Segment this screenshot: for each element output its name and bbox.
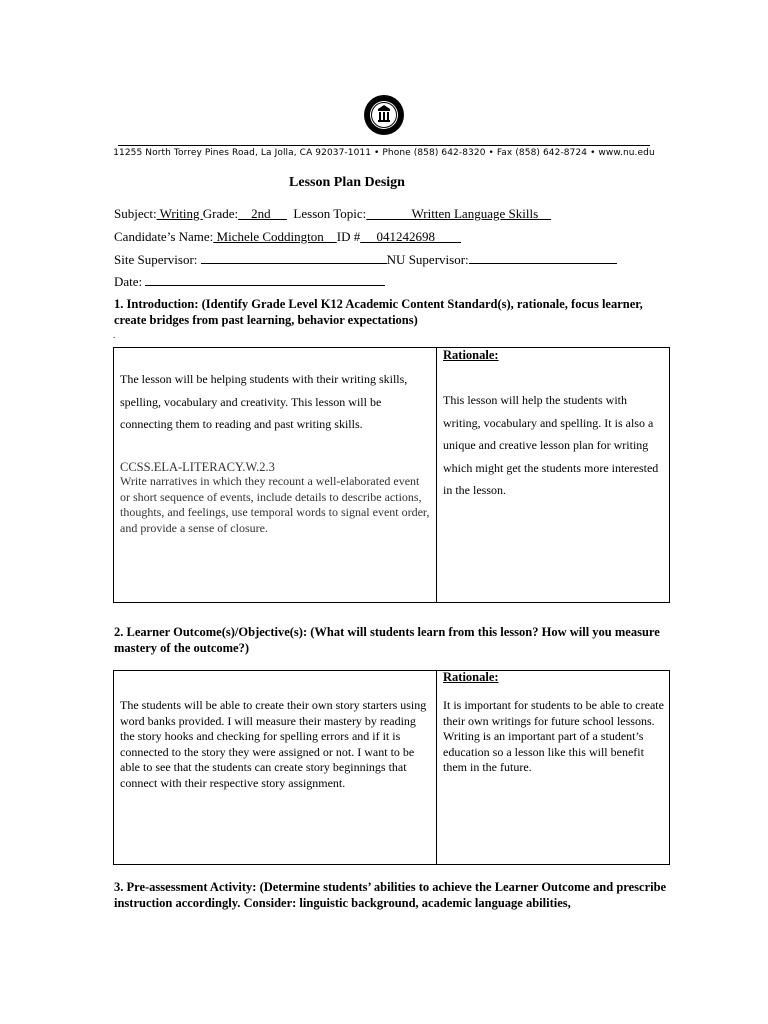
candidate-line [114, 229, 461, 245]
header-rule [118, 145, 650, 146]
candidate-label: Candidate’s Name: [114, 229, 214, 244]
site-supervisor-label: Site Supervisor: [114, 252, 198, 267]
standard-text[interactable]: Write narratives in which they recount a well-elaborated event or short sequence of events, include details to describe actions, thoughts, and feelings, use temporal words to signal event order, and provide a sense of closure. [120, 474, 430, 535]
date-label: Date: [114, 274, 143, 289]
section1-rationale-label: Rationale: [443, 348, 499, 362]
date-field[interactable] [145, 274, 385, 286]
supervisor-line [114, 252, 617, 268]
topic-value[interactable]: Written Language Skills [366, 206, 552, 221]
id-label: ID # [336, 229, 361, 244]
section1-mark: . [113, 330, 116, 340]
date-line [114, 274, 385, 290]
topic-label: Lesson Topic: [293, 206, 367, 221]
address-line: 11255 North Torrey Pines Road, La Jolla, CA 92037-1011 • Phone (858) 642-8320 • Fax (858) 642-8724 • www.nu.edu [113, 148, 655, 158]
section2-rationale-label: Rationale: [443, 670, 499, 684]
section2-divider [436, 670, 437, 865]
subject-value[interactable]: Writing [156, 206, 203, 221]
section1-left-text[interactable]: The lesson will be helping students with their writing skills, spelling, vocabulary and creativity. This lesson will be connecting them to reading and past writing skills. [120, 372, 408, 431]
university-seal-icon [363, 94, 405, 136]
page-title: Lesson Plan Design [289, 175, 405, 190]
subject-line [114, 206, 551, 222]
section1-divider [436, 347, 437, 603]
grade-value[interactable]: 2nd [238, 206, 287, 221]
site-supervisor-field[interactable] [201, 252, 387, 264]
nu-supervisor-field[interactable] [469, 252, 617, 264]
section1-heading: 1. Introduction: (Identify Grade Level K12 Academic Content Standard(s), rationale, focus learner, create bridges from past learning, behavior expectations) [114, 297, 643, 327]
section2-rationale-text[interactable]: It is important for students to be able to create their own writings for future school lessons. Writing is an important part of a student’s education so a lesson like this will benefit them in the future. [443, 698, 664, 774]
nu-supervisor-label: NU Supervisor: [386, 252, 469, 267]
candidate-value[interactable]: Michele Coddington [213, 229, 337, 244]
section1-rationale-text[interactable]: This lesson will help the students with writing, vocabulary and spelling. It is also a unique and creative lesson plan for writing which might get the students more interested in the lesson. [443, 393, 659, 497]
section2-heading: 2. Learner Outcome(s)/Objective(s): (What will students learn from this lesson? How will you measure mastery of the outcome?) [114, 625, 660, 655]
standard-code: CCSS.ELA-LITERACY.W.2.3 [120, 460, 275, 474]
section2-left-text[interactable]: The students will be able to create their own story starters using word banks provided. I will measure their mastery by reading the story hooks and checking for spelling errors and if it is connected to the story they were assigned or not. I want to be able to see that the students can create story beginnings that connect with their respective story assignment. [120, 698, 427, 790]
section3-heading: 3. Pre-assessment Activity: (Determine students’ abilities to achieve the Learner Outcome and prescribe instruction accordingly. Consider: linguistic background, academic language abilities, [114, 880, 667, 910]
subject-label: Subject: [114, 206, 157, 221]
grade-label: Grade: [202, 206, 239, 221]
id-value[interactable]: 041242698 [360, 229, 461, 244]
